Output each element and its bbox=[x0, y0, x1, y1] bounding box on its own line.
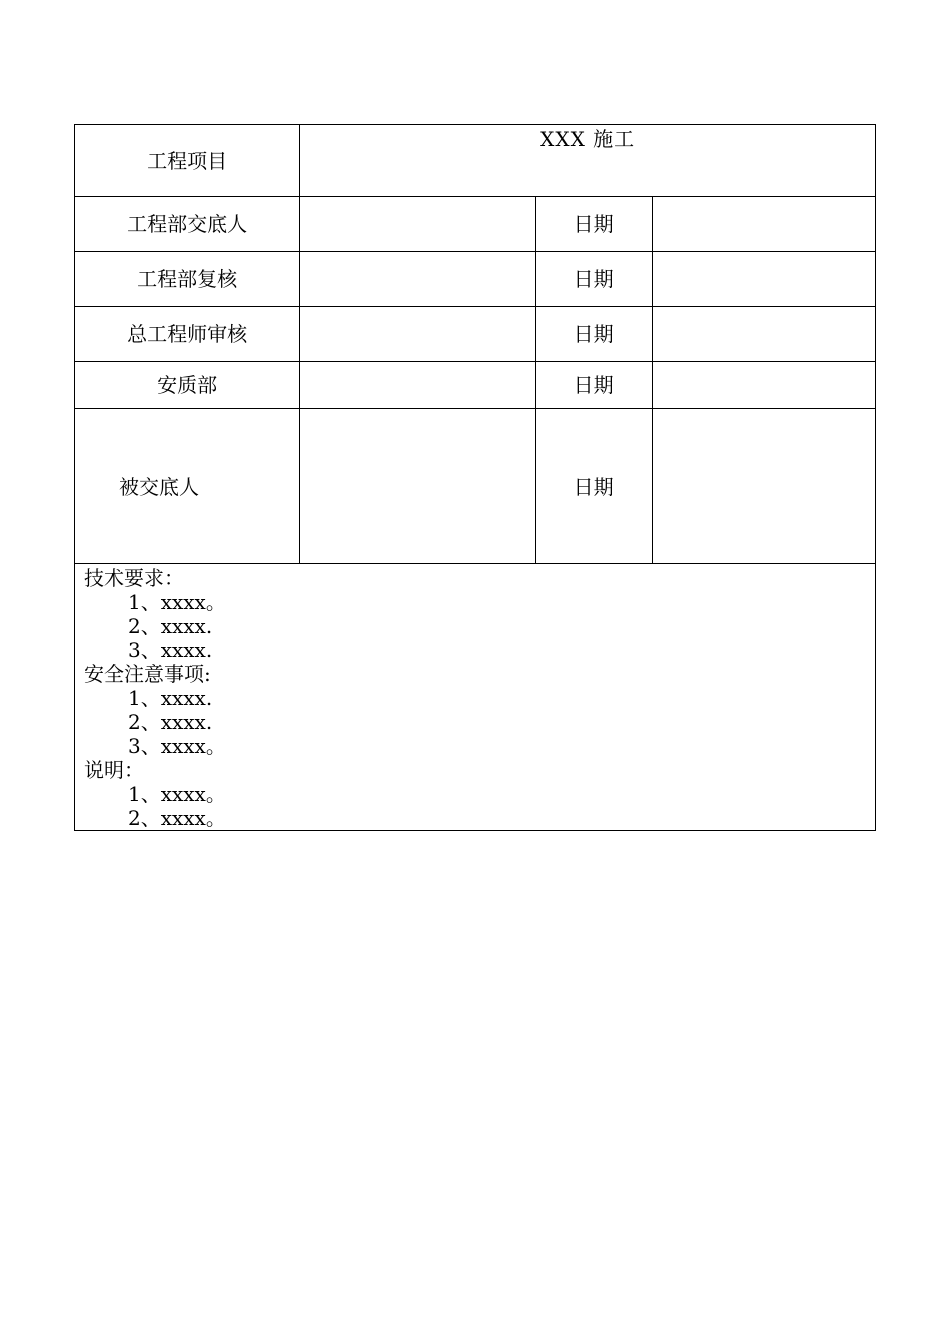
safety-notes-title: 安全注意事项: bbox=[84, 662, 211, 686]
tech-requirements-title: 技术要求： bbox=[84, 566, 184, 590]
list-item: 2、xxxx. bbox=[128, 614, 213, 638]
list-item: 2、xxxx。 bbox=[128, 806, 226, 830]
label-safety-quality-dept: 安质部 bbox=[75, 362, 300, 409]
date-label-cell bbox=[535, 409, 652, 564]
project-row bbox=[75, 125, 876, 197]
field-recipient[interactable] bbox=[300, 409, 535, 564]
explanation-title: 说明： bbox=[84, 758, 144, 782]
list-item: 1、xxxx. bbox=[128, 686, 213, 710]
notes-row bbox=[75, 564, 876, 831]
date-field[interactable] bbox=[652, 197, 875, 252]
row-chief-engineer-review bbox=[75, 307, 876, 362]
project-label: 工程项目 bbox=[75, 125, 300, 197]
list-item: 1、xxxx。 bbox=[128, 782, 226, 806]
safety-notes-section bbox=[84, 662, 875, 758]
field-chief-engineer-review[interactable] bbox=[300, 307, 535, 362]
list-item: 1、xxxx。 bbox=[128, 590, 226, 614]
row-recipient bbox=[75, 409, 876, 564]
date-label: 日期 bbox=[535, 197, 652, 252]
label-engineering-handover: 工程部交底人 bbox=[75, 197, 300, 252]
date-field[interactable] bbox=[652, 362, 875, 409]
date-label: 日期 bbox=[535, 252, 652, 307]
row-safety-quality-dept bbox=[75, 362, 876, 409]
date-label: 日期 bbox=[535, 307, 652, 362]
list-item: 3、xxxx. bbox=[128, 638, 213, 662]
field-safety-quality-dept[interactable] bbox=[300, 362, 535, 409]
field-engineering-handover[interactable] bbox=[300, 197, 535, 252]
date-field[interactable] bbox=[652, 307, 875, 362]
explanation-section bbox=[84, 758, 875, 830]
project-value[interactable]: XXX 施工 bbox=[300, 125, 876, 197]
row-engineering-review bbox=[75, 252, 876, 307]
date-field[interactable] bbox=[652, 252, 875, 307]
handover-table bbox=[74, 124, 876, 831]
date-label: 日期 bbox=[573, 474, 614, 499]
label-chief-engineer-review: 总工程师审核 bbox=[75, 307, 300, 362]
field-engineering-review[interactable] bbox=[300, 252, 535, 307]
row-engineering-handover bbox=[75, 197, 876, 252]
date-label: 日期 bbox=[535, 362, 652, 409]
handover-form bbox=[74, 124, 876, 831]
list-item: 2、xxxx. bbox=[128, 710, 213, 734]
date-field[interactable] bbox=[652, 409, 875, 564]
label-recipient: 被交底人 bbox=[119, 474, 199, 499]
label-engineering-review: 工程部复核 bbox=[75, 252, 300, 307]
tech-requirements-section bbox=[84, 566, 875, 662]
notes-cell bbox=[75, 564, 876, 831]
list-item: 3、xxxx。 bbox=[128, 734, 226, 758]
label-recipient-cell bbox=[75, 409, 300, 564]
